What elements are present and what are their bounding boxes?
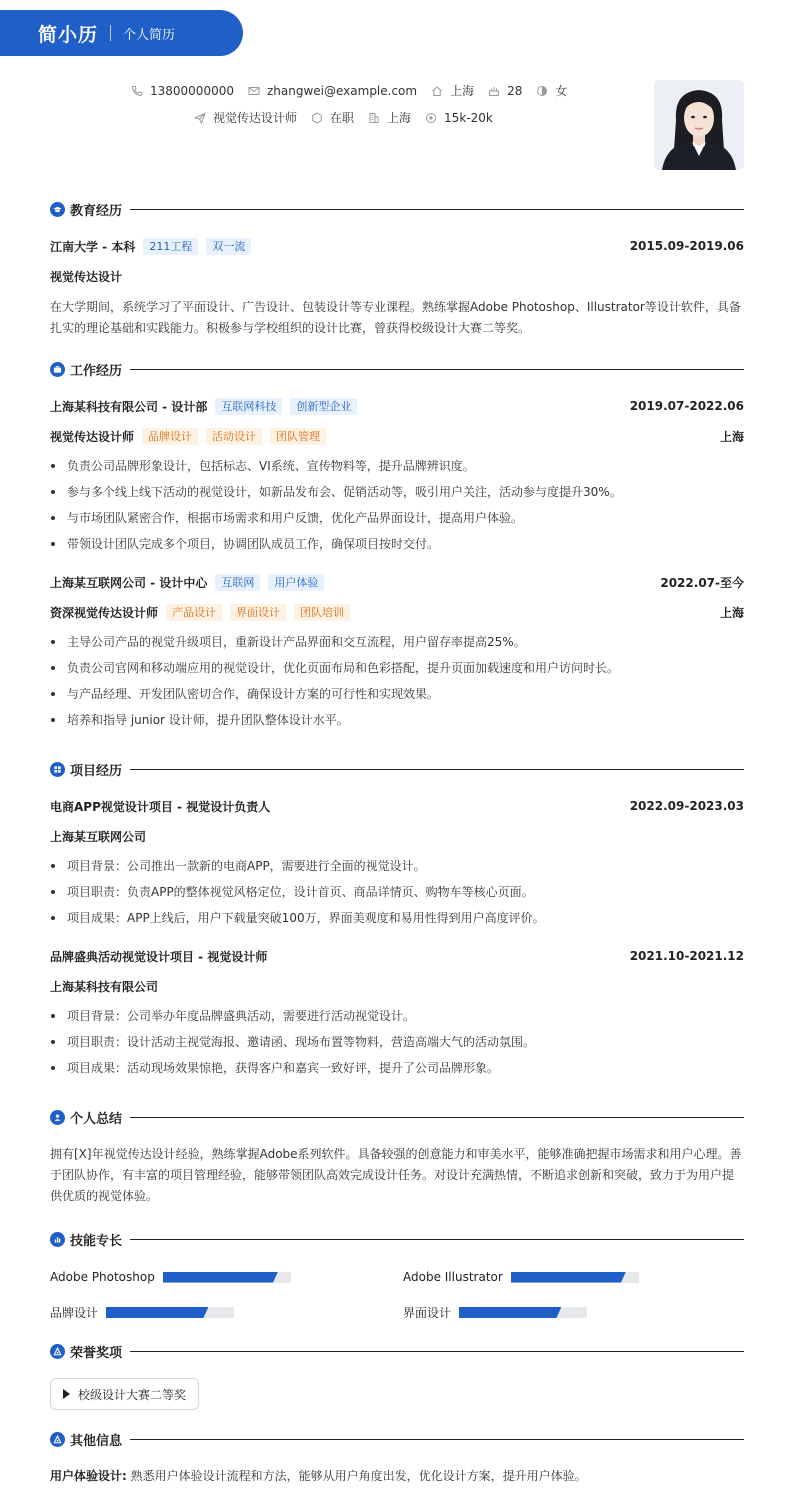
job-location: 上海 (719, 429, 744, 444)
company-tag: 互联网科技 (215, 398, 282, 415)
list-item: 负责公司官网和移动端应用的视觉设计，优化页面布局和色彩搭配，提升页面加载速度和用户访问时长。 (50, 659, 744, 685)
contact-gender: 女 (536, 82, 567, 99)
company-tag: 用户体验 (268, 574, 324, 591)
section-title: 技能专长 (70, 1233, 123, 1249)
skill-bar-fill (163, 1272, 278, 1283)
profile-photo (654, 80, 744, 170)
role-name: 资深视觉传达设计师 (50, 605, 159, 620)
list-item: 参与多个线上线下活动的视觉设计，如新品发布会、促销活动等，吸引用户关注，活动参与度提升30%。 (50, 483, 744, 509)
project-name: 品牌盛典活动视觉设计项目 - 视觉设计师 (50, 949, 268, 964)
award-item[interactable] (50, 1378, 199, 1410)
skill-item (403, 1304, 587, 1321)
list-item: 带领设计团队完成多个项目，协调团队成员工作，确保项目按时交付。 (50, 535, 744, 561)
section-work-heading (50, 359, 744, 379)
section-divider (130, 1239, 744, 1240)
section-divider (130, 1439, 744, 1440)
section-education-heading (50, 199, 744, 219)
badge-icon (311, 112, 323, 124)
graduation-cap-icon (50, 202, 65, 217)
info-icon (50, 1432, 65, 1447)
other-info-line (50, 1466, 744, 1486)
project-period: 2022.09-2023.03 (629, 799, 744, 813)
bar-chart-icon (50, 1232, 65, 1247)
job-location: 上海 (719, 605, 744, 620)
contact-position: 视觉传达设计师 (194, 109, 297, 126)
company-tag: 互联网 (215, 574, 260, 591)
skill-bar (511, 1272, 639, 1283)
skill-bar (163, 1272, 291, 1283)
cake-icon (488, 85, 500, 97)
list-item: 项目职责：负责APP的整体视觉风格定位，设计首页、商品详情页、购物车等核心页面。 (50, 883, 744, 909)
project-details (50, 1007, 744, 1085)
skill-name: 界面设计 (403, 1306, 452, 1320)
brand-logo: 简小历 (38, 23, 99, 46)
role-tag: 产品设计 (166, 604, 222, 621)
list-item: 与产品经理、开发团队密切合作，确保设计方案的可行性和实现效果。 (50, 685, 744, 711)
skill-name: Adobe Illustrator (403, 1270, 503, 1284)
role-tag: 界面设计 (230, 604, 286, 621)
contact-city: 上海 (431, 82, 474, 99)
list-item: 培养和指导 junior 设计师，提升团队整体设计水平。 (50, 711, 744, 737)
list-item: 项目成果：APP上线后，用户下载量突破100万，界面美观度和易用性得到用户高度评价。 (50, 909, 744, 935)
contact-age: 28 (488, 84, 522, 98)
section-divider (130, 369, 744, 370)
section-title: 其他信息 (70, 1433, 123, 1449)
skill-bar-fill (459, 1307, 561, 1318)
role-tag: 活动设计 (206, 428, 262, 445)
role-tag: 团队管理 (270, 428, 326, 445)
job-responsibilities (50, 457, 744, 561)
send-icon (194, 112, 206, 124)
other-info-text: 熟悉用户体验设计流程和方法，能够从用户角度出发，优化设计方案，提升用户体验。 (130, 1469, 587, 1483)
contact-phone: 13800000000 (131, 84, 234, 98)
grid-icon (50, 762, 65, 777)
user-icon (50, 1110, 65, 1125)
play-triangle-icon (63, 1389, 70, 1399)
section-divider (130, 209, 744, 210)
list-item: 项目成果：活动现场效果惊艳，获得客户和嘉宾一致好评，提升了公司品牌形象。 (50, 1059, 744, 1085)
other-info-label: 用户体验设计: (50, 1469, 127, 1483)
section-other-heading (50, 1429, 744, 1449)
education-period: 2015.09-2019.06 (629, 239, 744, 253)
section-divider (130, 1117, 744, 1118)
job-period: 2019.07-2022.06 (629, 399, 744, 413)
skill-item (50, 1304, 234, 1321)
coin-icon (425, 112, 437, 124)
list-item: 项目背景：公司举办年度品牌盛典活动，需要进行活动视觉设计。 (50, 1007, 744, 1033)
list-item: 与市场团队紧密合作，根据市场需求和用户反馈，优化产品界面设计，提高用户体验。 (50, 509, 744, 535)
role-tag: 团队培训 (294, 604, 350, 621)
award-name: 校级设计大赛二等奖 (78, 1387, 187, 1402)
job-responsibilities (50, 633, 744, 737)
skill-name: Adobe Photoshop (50, 1270, 155, 1284)
home-icon (431, 85, 443, 97)
school-tag: 双一流 (206, 238, 251, 255)
mail-icon (248, 85, 260, 97)
list-item: 项目职责：设计活动主视觉海报、邀请函、现场布置等物料，营造高端大气的活动氛围。 (50, 1033, 744, 1059)
project-company-row (50, 977, 744, 995)
job-role-row (50, 603, 744, 621)
contact-row-secondary (194, 109, 507, 126)
contact-row-primary (131, 82, 581, 99)
section-title: 荣誉奖项 (70, 1345, 123, 1361)
section-divider (130, 1351, 744, 1352)
project-period: 2021.10-2021.12 (629, 949, 744, 963)
skill-item (403, 1270, 639, 1284)
job-role-row (50, 427, 744, 445)
project-company: 上海某互联网公司 (50, 829, 147, 844)
skill-bar-fill (106, 1307, 208, 1318)
section-summary-heading (50, 1107, 744, 1127)
brand-subtitle: 个人简历 (123, 27, 176, 43)
trophy-icon (50, 1344, 65, 1359)
skill-item (50, 1270, 291, 1284)
education-description: 在大学期间，系统学习了平面设计、广告设计、包装设计等专业课程。熟练掌握Adobe Photoshop、Illustrator等设计软件，具备扎实的理论基础和实践能力。积极参与学校组织的设计比赛，曾获得校级设计大赛二等奖。 (50, 300, 741, 335)
section-title: 工作经历 (70, 363, 123, 379)
major-name: 视觉传达设计 (50, 269, 123, 284)
project-company-row (50, 827, 744, 845)
brand-header (0, 10, 243, 56)
company-name: 上海某互联网公司 - 设计中心 (50, 575, 208, 590)
briefcase-icon (50, 362, 65, 377)
job-period: 2022.07-至今 (660, 575, 744, 590)
section-title: 项目经历 (70, 763, 123, 779)
project-company: 上海某科技有限公司 (50, 979, 159, 994)
section-title: 个人总结 (70, 1111, 123, 1127)
summary-text: 拥有[X]年视觉传达设计经验，熟练掌握Adobe系列软件。具备较强的创意能力和审美水平，能够准确把握市场需求和用户心理。善于团队协作，有丰富的项目管理经验，能够带领团队高效完成设计任务。对设计充满热情，不断追求创新和突破，致力于为用户提供优质的视觉体验。 (50, 1147, 742, 1203)
section-honors-heading (50, 1341, 744, 1361)
education-major-row (50, 267, 744, 285)
company-name: 上海某科技有限公司 - 设计部 (50, 399, 208, 414)
section-title: 教育经历 (70, 203, 123, 219)
brand-divider (110, 25, 111, 41)
project-details (50, 857, 744, 935)
skill-bar (459, 1307, 587, 1318)
school-tag: 211工程 (143, 238, 198, 255)
list-item: 主导公司产品的视觉升级项目，重新设计产品界面和交互流程，用户留存率提高25%。 (50, 633, 744, 659)
section-projects-heading (50, 759, 744, 779)
skill-name: 品牌设计 (50, 1306, 99, 1320)
phone-icon (131, 85, 143, 97)
contact-email: zhangwei@example.com (248, 84, 417, 98)
project-header-row (50, 797, 744, 815)
company-tag: 创新型企业 (290, 398, 357, 415)
list-item: 负责公司品牌形象设计，包括标志、VI系统、宣传物料等，提升品牌辨识度。 (50, 457, 744, 483)
role-tag: 品牌设计 (142, 428, 198, 445)
education-header-row (50, 237, 744, 255)
contact-status: 在职 (311, 109, 354, 126)
list-item: 项目背景：公司推出一款新的电商APP，需要进行全面的视觉设计。 (50, 857, 744, 883)
job-header-row (50, 397, 744, 415)
building-icon (368, 112, 380, 124)
section-skills-heading (50, 1229, 744, 1249)
school-name: 江南大学 - 本科 (50, 239, 136, 254)
contact-work-city: 上海 (368, 109, 411, 126)
skill-bar-fill (511, 1272, 626, 1283)
job-header-row (50, 573, 744, 591)
portrait-illustration (654, 80, 744, 170)
role-name: 视觉传达设计师 (50, 429, 135, 444)
project-header-row (50, 947, 744, 965)
gender-icon (536, 85, 548, 97)
contact-salary: 15k-20k (425, 111, 493, 125)
skill-bar (106, 1307, 234, 1318)
project-name: 电商APP视觉设计项目 - 视觉设计负责人 (50, 799, 271, 814)
section-divider (130, 769, 744, 770)
